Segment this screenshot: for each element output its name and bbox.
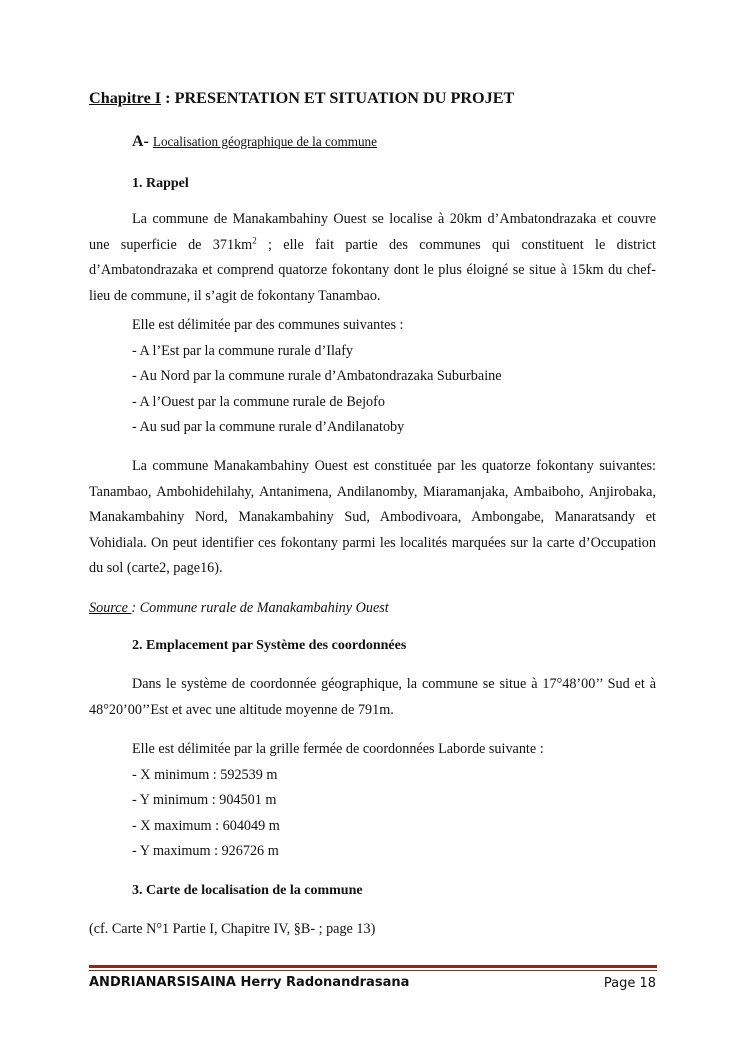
source-label: Source (89, 600, 132, 616)
source-line (89, 601, 389, 615)
paragraph-coordonnees (89, 672, 656, 723)
list-intro: Elle est délimitée par des communes suivantes : (132, 317, 404, 333)
communes-list (132, 313, 502, 441)
map-reference: (cf. Carte N°1 Partie I, Chapitre IV, §B- ; page 13) (89, 921, 376, 937)
list-item: - Y minimum : 904501 m (132, 792, 277, 809)
chapter-title-text: : PRESENTATION ET SITUATION DU PROJET (161, 89, 515, 107)
footer-page-number: Page 18 (603, 976, 656, 991)
section-a-heading (132, 134, 377, 150)
footer-author: ANDRIANARSISAINA Herry Radonandrasana (89, 975, 410, 990)
footer-rule-thin (89, 970, 657, 971)
list-item: - A l’Est par la commune rurale d’Ilafy (132, 342, 354, 359)
list-item: - Au sud par la commune rurale d’Andilanatoby (132, 419, 405, 436)
list-item: - X maximum : 604049 m (132, 817, 280, 834)
paragraph-coordonnees-text: Dans le système de coordonnée géographique, la commune se situe à 17°48’00’’ Sud et à 48°20’00’’Est et avec une altitude moyenne de 791m. (89, 676, 656, 718)
section-a-letter: A- (132, 133, 149, 150)
list-intro: Elle est délimitée par la grille fermée de coordonnées Laborde suivante : (132, 741, 544, 757)
chapter-title (89, 90, 514, 106)
laborde-list (132, 737, 544, 865)
chapter-label: Chapitre I (89, 89, 162, 107)
list-item: - A l’Ouest par la commune rurale de Bejofo (132, 393, 385, 410)
source-text: : Commune rurale de Manakambahiny Ouest (131, 600, 389, 616)
paragraph-rappel-text: La commune de Manakambahiny Ouest se localise à 20km d’Ambatondrazaka et couvre une superficie de 371km (89, 211, 656, 253)
list-item: - Au Nord par la commune rurale d’Ambatondrazaka Suburbaine (132, 368, 502, 385)
subsection-3-heading: 3. Carte de localisation de la commune (132, 883, 363, 898)
subsection-2-heading: 2. Emplacement par Système des coordonnées (132, 638, 407, 653)
paragraph-fokontany-text: La commune Manakambahiny Ouest est constituée par les quatorze fokontany suivantes: Tanambao, Ambohidehilahy, Antanimena, Andilanomby, Miaramanjaka, Ambaiboho, Anjirobaka, Manakambahiny Nord, Manakambahiny Sud, Ambodivoara, Ambongabe, Manaratsandy et Vohidiala. On peut identifier ces fokontany parmi les localités marquées sur la carte d’Occupation du sol (carte2, page16). (89, 458, 656, 576)
list-item: - X minimum : 592539 m (132, 766, 278, 783)
paragraph-rappel-rest: ; elle fait partie des communes qui constituent le district d’Ambatondrazaka et comprend quatorze fokontany dont le plus éloigné se situe à 15km du chef-lieu de commune, il s’agit de fokontany Tanambao. (89, 236, 657, 304)
paragraph-rappel (89, 207, 656, 309)
subsection-1-heading: 1. Rappel (132, 176, 189, 191)
paragraph-fokontany (89, 454, 656, 582)
superscript-2: 2 (252, 234, 257, 245)
section-a-title: Localisation géographique de la commune (152, 134, 378, 149)
list-item: - Y maximum : 926726 m (132, 843, 279, 860)
footer-rule-thick (89, 965, 657, 968)
